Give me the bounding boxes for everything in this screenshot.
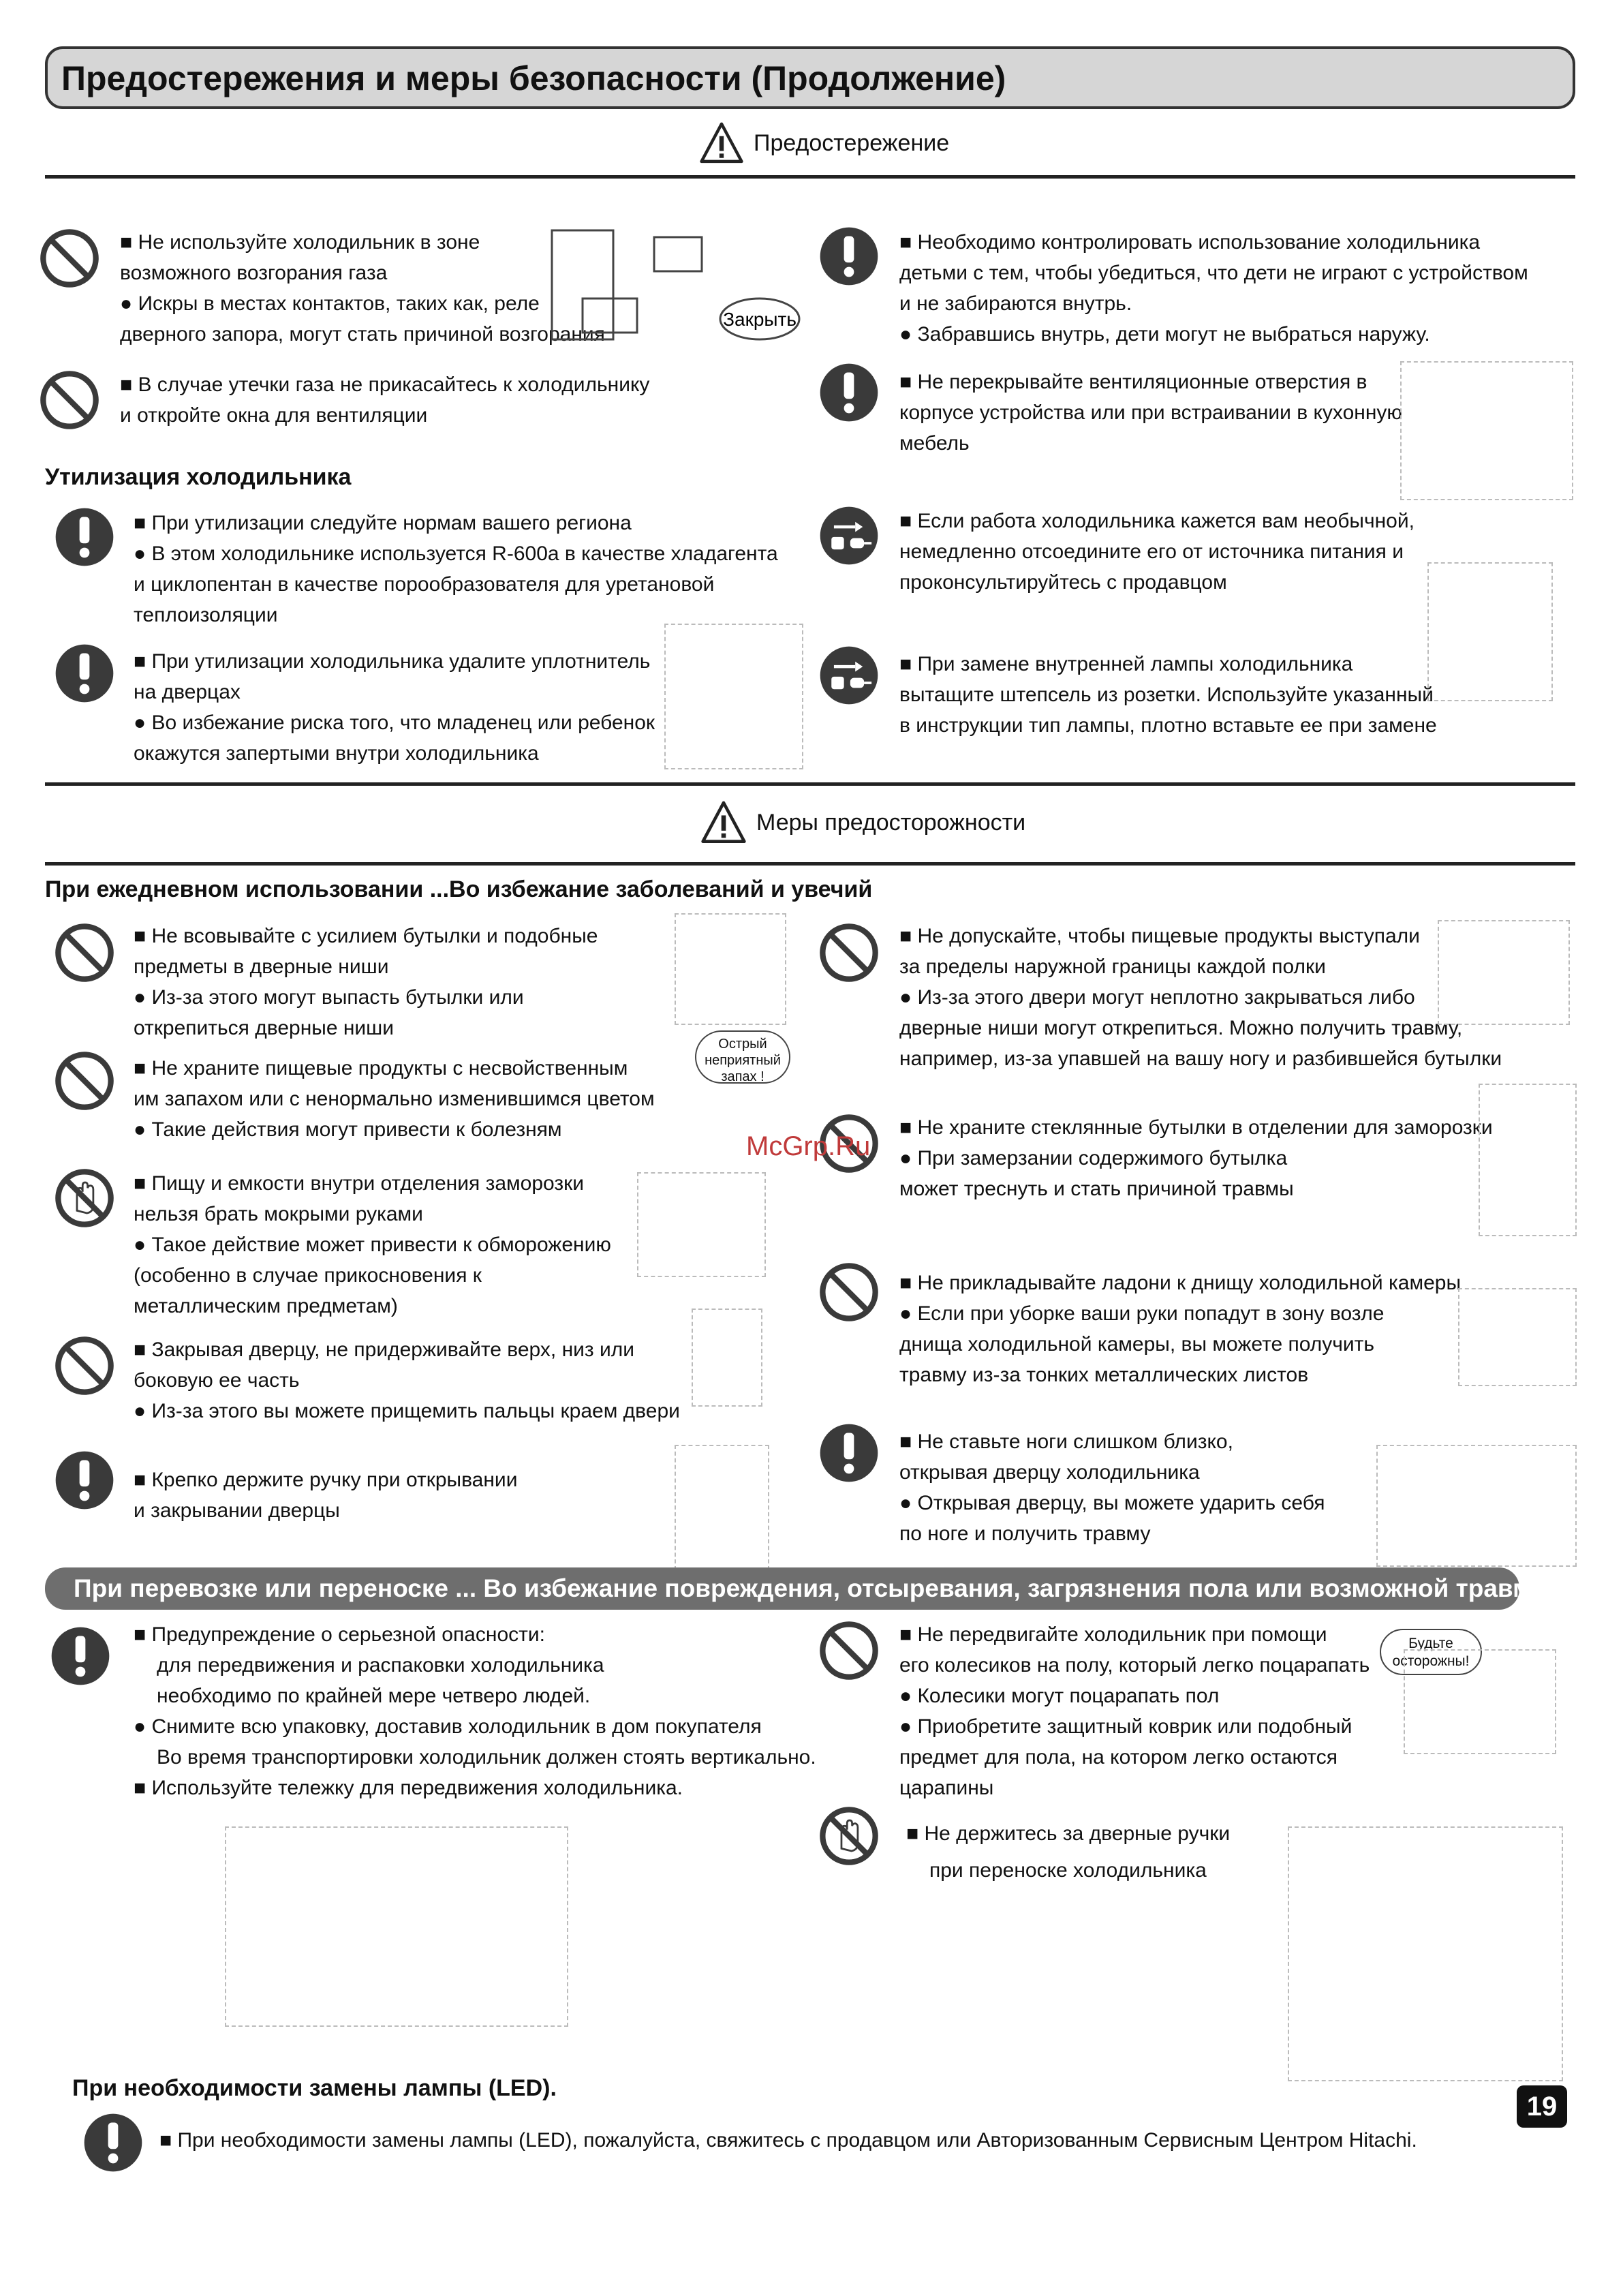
door-pinch-illustration bbox=[692, 1308, 762, 1407]
left-top-block-2: ■ В случае утечки газа не прикасайтесь к холодильнику и откройте окна для вентиляции bbox=[120, 373, 650, 427]
daily-right-block-2: ■ Не храните стеклянные бутылки в отделении для заморозки ● При замерзании содержимого бутылка может треснуть и стать причиной травмы bbox=[899, 1116, 1493, 1200]
led-text: ■ При необходимости замены лампы (LED), пожалуйста, свяжитесь с продавцом или Авторизованным Сервисным Центром Hitachi. bbox=[159, 2129, 1417, 2152]
left-top-block-1: ■ Не используйте холодильник в зоне возможного возгорания газа ● Искры в местах контактов, таких как, реле дверного запора, могут стать причиной возгорания bbox=[120, 231, 605, 346]
foot-door-illustration bbox=[1376, 1445, 1577, 1567]
transport-right-block-1: ■ Не передвигайте холодильник при помощи его колесиков на полу, который легко поцарапать ● Колесики могут поцарапать пол ● Приобретите защитный коврик или подобный предмет для пола, на котором легко остаются царапины bbox=[899, 1623, 1370, 1799]
bottles-illustration bbox=[675, 913, 786, 1025]
page-title-bar bbox=[45, 46, 1575, 109]
prohibition-icon bbox=[53, 921, 116, 984]
prohibition-icon bbox=[38, 227, 101, 290]
divider bbox=[45, 175, 1575, 179]
careful-bubble: Будьте осторожны! bbox=[1380, 1629, 1482, 1675]
daily-left-block-2: ■ Не храните пищевые продукты с несвойственным им запахом или с ненормально изменившимся цветом ● Такие действия могут привести к болезням bbox=[134, 1057, 655, 1141]
right-top-block-1: ■ Необходимо контролировать использование холодильника детьми с тем, чтобы убедиться, что дети не играют с устройством и не забираются внутрь. ● Забравшись внутрь, дети могут не выбраться наружу. bbox=[899, 231, 1528, 346]
transport-band-label: При перевозке или переноске ... Во избежание повреждения, отсыревания, загрязнения пола или возможной травмы bbox=[74, 1574, 1554, 1602]
unplug-icon bbox=[818, 504, 880, 567]
daily-right-block-1: ■ Не допускайте, чтобы пищевые продукты выступали за пределы наружной границы каждой полки ● Из-за этого двери могут неплотно закрываться либо дверные ниши могут открепиться. Можно получить травму, например, из-за упавшей на вашу ногу и разбившейся бутылки bbox=[899, 925, 1502, 1070]
daily-left-block-5: ■ Крепко держите ручку при открывании и закрывании дверцы bbox=[134, 1469, 518, 1522]
prohibition-icon bbox=[818, 921, 880, 984]
gas-leak-illustration bbox=[545, 217, 804, 346]
freezer-hand-illustration bbox=[637, 1172, 766, 1277]
door-handle-carry-illustration bbox=[1288, 1826, 1563, 2081]
frozen-bottle-illustration bbox=[1479, 1084, 1577, 1236]
mandatory-icon bbox=[82, 2111, 144, 2174]
watermark: McGrp.Ru bbox=[746, 1131, 871, 1161]
ventilation-illustration bbox=[1400, 361, 1573, 500]
smell-bubble: Острый неприятный запах ! bbox=[695, 1030, 790, 1084]
carrying-illustration bbox=[225, 1826, 568, 2027]
daily-left-block-3: ■ Пищу и емкости внутри отделения заморозки нельзя брать мокрыми руками ● Такое действие может привести к обморожению (особенно в случае прикосновения к металлическим предметам) bbox=[134, 1172, 611, 1317]
section-precautions bbox=[699, 800, 1025, 845]
disposal-block-1: ■ При утилизации следуйте нормам вашего региона ● В этом холодильнике используется R-600a в качестве хладагента и циклопентан в качестве порообразователя для уретановой теплоизоляции bbox=[134, 512, 778, 626]
section-caution bbox=[698, 121, 949, 165]
section-precautions-label: Меры предосторожности bbox=[756, 809, 1026, 836]
handle-illustration bbox=[675, 1445, 769, 1570]
daily-left-block-1: ■ Не всовывайте с усилием бутылки и подобные предметы в дверные ниши ● Из-за этого могут выпасть бутылки или открепиться дверные ниши bbox=[134, 925, 598, 1039]
wheels-illustration bbox=[1404, 1649, 1556, 1754]
right-top-block-2: ■ Не перекрывайте вентиляционные отверстия в корпусе устройства или при встраивании в кухонную мебель bbox=[899, 371, 1402, 455]
unplug-icon bbox=[818, 644, 880, 707]
prohibition-icon bbox=[818, 1261, 880, 1323]
right-top-block-4: ■ При замене внутренней лампы холодильника вытащите штепсель из розетки. Используйте указанный в инструкции тип лампы, плотно вставьте ее при замене bbox=[899, 653, 1437, 737]
mandatory-icon bbox=[818, 1422, 880, 1484]
child-fridge-illustration bbox=[664, 624, 803, 769]
mandatory-icon bbox=[818, 225, 880, 288]
warning-triangle-icon bbox=[699, 800, 748, 845]
prohibition-icon bbox=[38, 369, 101, 431]
mandatory-icon bbox=[53, 1449, 116, 1512]
led-heading: При необходимости замены лампы (LED). bbox=[72, 2075, 557, 2101]
page-title: Предостережения и меры безопасности (Продолжение) bbox=[61, 59, 1006, 97]
mandatory-icon bbox=[49, 1625, 112, 1687]
mandatory-icon bbox=[53, 506, 116, 568]
no-touch-icon bbox=[818, 1805, 880, 1867]
transport-left-block: ■ Предупреждение о серьезной опасности: для передвижения и распаковки холодильника необходимо по крайней мере четверо людей. ● Снимите всю упаковку, доставив холодильник в дом покупателя Во время транспортировки холодильник должен стоять вертикально. ■ Используйте тележку для передвижения холодильника. bbox=[134, 1623, 816, 1799]
plug-illustration bbox=[1427, 562, 1553, 701]
right-top-block-3: ■ Если работа холодильника кажется вам необычной, немедленно отсоедините его от источника питания и проконсультируйтесь с продавцом bbox=[899, 510, 1415, 594]
divider bbox=[45, 782, 1575, 786]
divider bbox=[45, 862, 1575, 866]
prohibition-icon bbox=[818, 1619, 880, 1682]
page-number: 19 bbox=[1517, 2085, 1567, 2128]
daily-right-block-4: ■ Не ставьте ноги слишком близко, открывая дверцу холодильника ● Открывая дверцу, вы можете ударить себя по ноге и получить травму bbox=[899, 1430, 1325, 1545]
section-caution-label: Предостережение bbox=[754, 129, 950, 156]
no-touch-icon bbox=[53, 1167, 116, 1229]
daily-heading: При ежедневном использовании ...Во избежание заболеваний и увечий bbox=[45, 876, 873, 902]
disposal-block-2: ■ При утилизации холодильника удалите уплотнитель на дверцах ● Во избежание риска того, что младенец или ребенок окажутся запертыми внутри холодильника bbox=[134, 650, 655, 765]
prohibition-icon bbox=[53, 1334, 116, 1397]
disposal-heading: Утилизация холодильника bbox=[45, 464, 352, 490]
transport-band bbox=[45, 1567, 1554, 1610]
shelf-illustration bbox=[1438, 920, 1570, 1025]
daily-left-block-4: ■ Закрывая дверцу, не придерживайте верх, низ или боковую ее часть ● Из-за этого вы можете прищемить пальцы краем двери bbox=[134, 1338, 680, 1422]
prohibition-icon bbox=[53, 1050, 116, 1112]
warning-triangle-icon bbox=[698, 121, 745, 165]
daily-right-block-3: ■ Не прикладывайте ладони к днищу холодильной камеры ● Если при уборке ваши руки попадут в зону возле днища холодильной камеры, вы можете получить травму из-за тонких металлических листов bbox=[899, 1272, 1462, 1386]
bottom-hand-illustration bbox=[1458, 1288, 1577, 1386]
mandatory-icon bbox=[53, 642, 116, 705]
mandatory-icon bbox=[818, 361, 880, 424]
close-label: Закрыть bbox=[723, 309, 797, 330]
transport-right-block-2: ■ Не держитесь за дверные ручки при переноске холодильника bbox=[906, 1822, 1231, 1882]
